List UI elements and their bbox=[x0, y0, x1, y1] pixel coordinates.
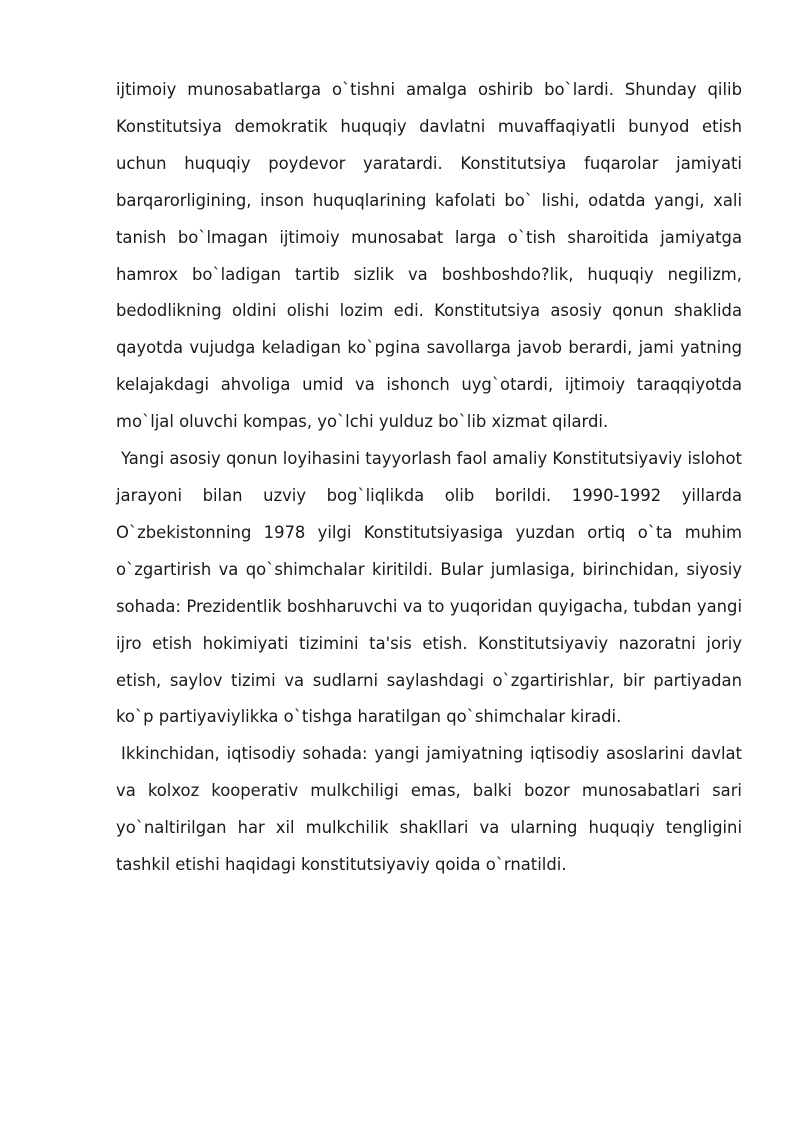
document-body bbox=[116, 72, 742, 884]
paragraph-constitutional-reform: Yangi asosiy qonun loyihasini tayyorlash faol amaliy Konstitutsiyaviy islohot jarayoni bilan uzviy bog`liqlikda olib borildi. 1990-1992 yillarda O`zbekistonning 1978 yilgi Konstitutsiyasiga yuzdan ortiq o`ta muhim o`zgartirish va qo`shimchalar kiritildi. Bular jumlasiga, birinchidan, siyosiy sohada: Prezidentlik boshharuvchi va to yuqoridan quyigacha, tubdan yangi ijro etish hokimiyati tizimini ta'sis etish. Konstitutsiyaviy nazoratni joriy etish, saylov tizimi va sudlarni saylashdagi o`zgartirishlar, bir partiyadan ko`p partiyaviylikka o`tishga haratilgan qo`shimchalar kiradi. bbox=[116, 449, 742, 727]
paragraph-constitution-foundation: ijtimoiy munosabatlarga o`tishni amalga oshirib bo`lardi. Shunday qilib Konstitutsiya demokratik huquqiy davlatni muvaffaqiyatli bunyod etish uchun huquqiy poydevor yaratardi. Konstitutsiya fuqarolar jamiyati barqarorligining, inson huquqlarining kafolati bo` lishi, odatda yangi, xali tanish bo`lmagan ijtimoiy munosabat larga o`tish sharoitida jamiyatga hamrox bo`ladigan tartib sizlik va boshboshdo?lik, huquqiy negilizm, bedodlikning oldini olishi lozim edi. Konstitutsiya asosiy qonun shaklida qayotda vujudga keladigan ko`pgina savollarga javob berardi, jami yatning kelajakdagi ahvoliga umid va ishonch uyg`otardi, ijtimoiy taraqqiyotda mo`ljal oluvchi kompas, yo`lchi yulduz bo`lib xizmat qilardi. bbox=[116, 80, 742, 432]
paragraph-economic-sphere: Ikkinchidan, iqtisodiy sohada: yangi jamiyatning iqtisodiy asoslarini davlat va kolxoz kooperativ mulkchiligi emas, balki bozor munosabatlari sari yo`naltirilgan har xil mulkchilik shakllari va ularning huquqiy tengligini tashkil etishi haqidagi konstitutsiyaviy qoida o`rnatildi. bbox=[116, 744, 742, 875]
